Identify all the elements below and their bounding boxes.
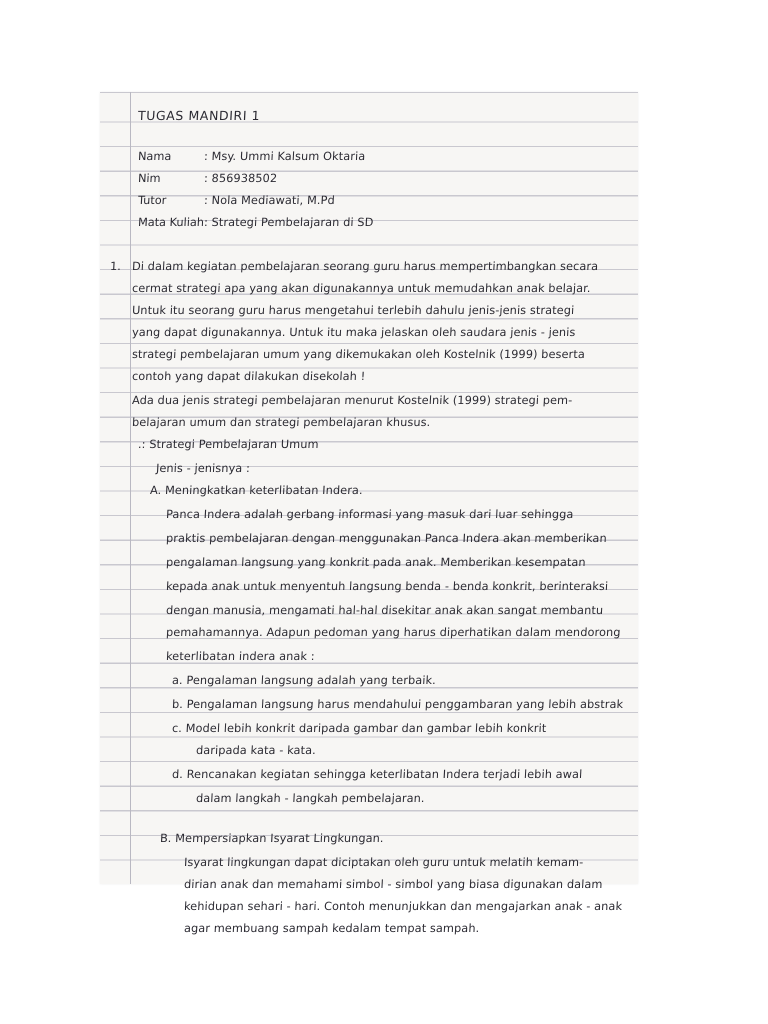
point-a-body-line: pemahamannya. Adapun pedoman yang harus diperhatikan dalam mendorong [165,626,621,639]
types-label: Jenis - jenisnya : [155,462,251,475]
section-heading: .: Strategi Pembelajaran Umum [137,438,320,451]
point-b-body-line: Isyarat lingkungan dapat diciptakan oleh guru untuk melatih kemam- [183,856,584,869]
notebook-page [100,92,638,935]
question-line: contoh yang dapat dilakukan disekolah ! [131,370,366,383]
point-b-body-line: dirian anak dan memahami simbol - simbol yang biasa digunakan dalam [183,878,603,891]
identity-value-nim: : 856938502 [203,172,278,185]
question-line: Untuk itu seorang guru harus mengetahui terlebih dahulu jenis-jenis strategi [131,304,575,317]
sub-item-continued: daripada kata - kata. [195,744,317,757]
question-line: strategi pembelajaran umum yang dikemukakan oleh Kostelnik (1999) beserta [131,348,586,361]
identity-label-nim: Nim [137,172,161,185]
point-b-heading: B. Mempersiapkan Isyarat Lingkungan. [159,832,385,845]
question-number: 1. [109,260,122,273]
sub-item-continued: dalam langkah - langkah pembelajaran. [195,792,425,805]
question-line: yang dapat digunakannya. Untuk itu maka jelaskan oleh saudara jenis - jenis [131,326,576,339]
point-a-body-line: kepada anak untuk menyentuh langsung benda - benda konkrit, berinteraksi [165,580,609,593]
point-a-heading: A. Meningkatkan keterlibatan Indera. [149,484,364,497]
identity-label-name: Nama [137,150,172,163]
identity-value-name: : Msy. Ummi Kalsum Oktaria [203,150,366,163]
point-b-body-line: kehidupan sehari - hari. Contoh menunjukkan dan mengajarkan anak - anak [183,900,623,913]
question-line: Di dalam kegiatan pembelajaran seorang guru harus mempertimbangkan secara [131,260,599,273]
identity-value-tutor: : Nola Mediawati, M.Pd [203,194,336,207]
answer-intro-line: Ada dua jenis strategi pembelajaran menurut Kostelnik (1999) strategi pem- [131,394,573,407]
point-a-body-line: dengan manusia, mengamati hal-hal disekitar anak akan sangat membantu [165,604,604,617]
identity-value-course: : Strategi Pembelajaran di SD [203,216,374,229]
margin-line [130,92,131,884]
page-title: TUGAS MANDIRI 1 [137,108,261,123]
sub-item: b. Pengalaman langsung harus mendahului penggambaran yang lebih abstrak [171,698,624,711]
point-a-body-line: pengalaman langsung yang konkrit pada anak. Memberikan kesempatan [165,556,587,569]
question-line: cermat strategi apa yang akan digunakannya untuk memudahkan anak belajar. [131,282,591,295]
identity-label-tutor: Tutor [137,194,167,207]
point-a-body-line: Panca Indera adalah gerbang informasi yang masuk dari luar sehingga [165,508,574,521]
point-a-body-line: keterlibatan indera anak : [165,650,316,663]
identity-label-course: Mata Kuliah [137,216,205,229]
point-b-body-line: agar membuang sampah kedalam tempat sampah. [183,922,480,935]
sub-item: a. Pengalaman langsung adalah yang terbaik. [171,674,437,687]
answer-intro-line: belajaran umum dan strategi pembelajaran khusus. [131,416,431,429]
sub-item: d. Rencanakan kegiatan sehingga keterlibatan Indera terjadi lebih awal [171,768,583,781]
point-a-body-line: praktis pembelajaran dengan menggunakan Panca Indera akan memberikan [165,532,608,545]
sub-item: c. Model lebih konkrit daripada gambar dan gambar lebih konkrit [171,722,547,735]
